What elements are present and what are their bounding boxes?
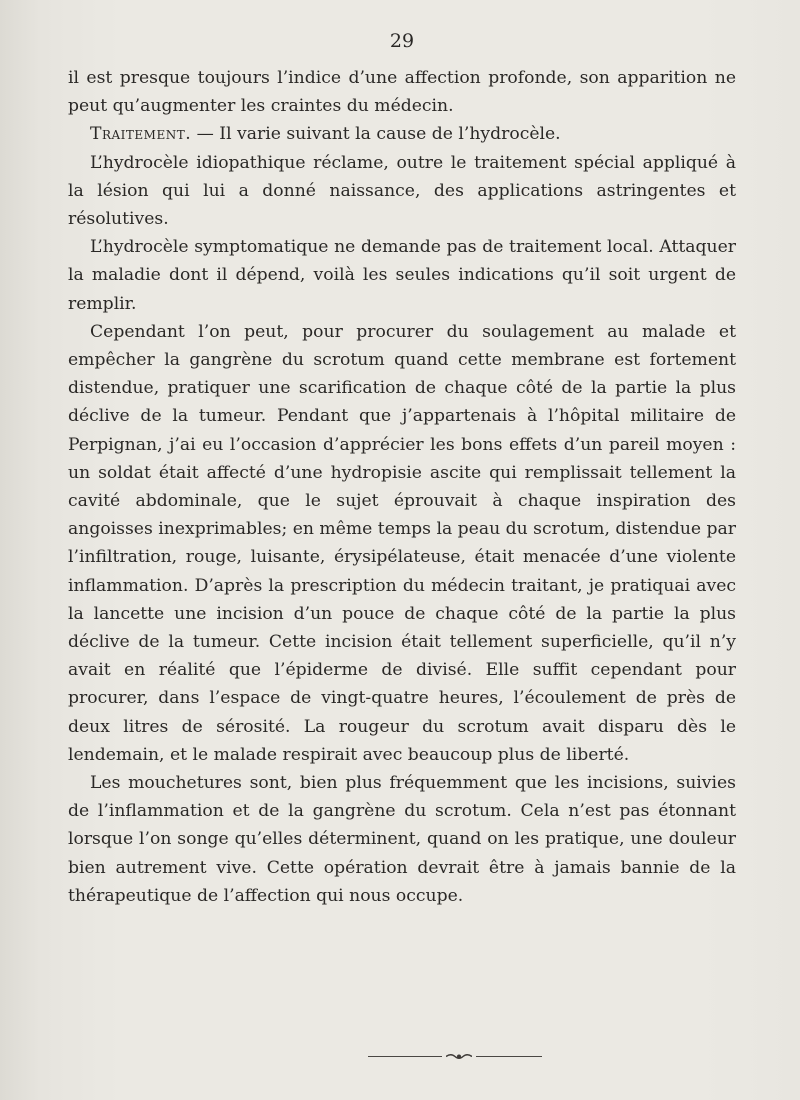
treatment-intro-text: — Il varie suivant la cause de l’hydrocèle. (191, 124, 561, 145)
paragraph-idiopathic: L’hydrocèle idiopathique réclame, outre le traitement spécial appliqué à la lésion qui lui a donné naissance, des applications astringentes et résolutives. (68, 152, 736, 230)
fleuron-knot-icon (446, 1053, 472, 1060)
paragraph-treatment (68, 120, 736, 148)
text-body (68, 64, 736, 910)
page-number: 29 (389, 30, 415, 52)
paragraph-symptomatic: L’hydrocèle symptomatique ne demande pas de traitement local. Attaquer la maladie dont il dépend, voilà les seules indications qu’il soit urgent de remplir. (68, 237, 736, 314)
section-heading-treatment: Traitement. (90, 124, 192, 145)
fleuron-divider-icon (368, 1052, 558, 1062)
paragraph-continuation: il est presque toujours l’indice d’une affection profonde, son apparition ne peut qu’augmenter les craintes du médecin. (68, 68, 736, 117)
paragraph-case-study: Cependant l’on peut, pour procurer du soulagement au malade et empêcher la gangrène du scrotum quand cette membrane est fortement distendue, pratiquer une scarification de chaque côté de la partie la plus déclive de la tumeur. Pendant que j’appartenais à l’hôpital militaire de Perpignan, j’ai eu l’occasion d’apprécier les bons effets d’un pareil moyen : un soldat était affecté d’une hydropisie ascite qui remplissait tellement la cavité abdominale, que le sujet éprouvait à chaque inspiration des angoisses inexprimables; en même temps la peau du scrotum, distendue par l’infiltration, rouge, luisante, érysipélateuse, était menacée d’une violente inflammation. D’après la prescription du médecin traitant, je pratiquai avec la lancette une incision d’un pouce de chaque côté de la partie la plus déclive de la tumeur. Cette incision était tellement superficielle, qu’il n’y avait en réalité que l’épiderme de divisé. Elle suffit cependant pour procurer, dans l’espace de vingt-quatre heures, l’écoulement de près de deux litres de sérosité. La rougeur du scrotum avait disparu dès le lendemain, et le malade respirait avec beaucoup plus de liberté. (68, 321, 737, 765)
paragraph-mouchetures: Les mouchetures sont, bien plus fréquemment que les incisions, suivies de l’inflammation et de la gangrène du scrotum. Cela n’est pas étonnant lorsque l’on songe qu’elles déterminent, quand on les pratique, une douleur bien autrement vive. Cette opération devrait être à jamais bannie de la thérapeutique de l’affection qui nous occupe. (68, 773, 736, 906)
